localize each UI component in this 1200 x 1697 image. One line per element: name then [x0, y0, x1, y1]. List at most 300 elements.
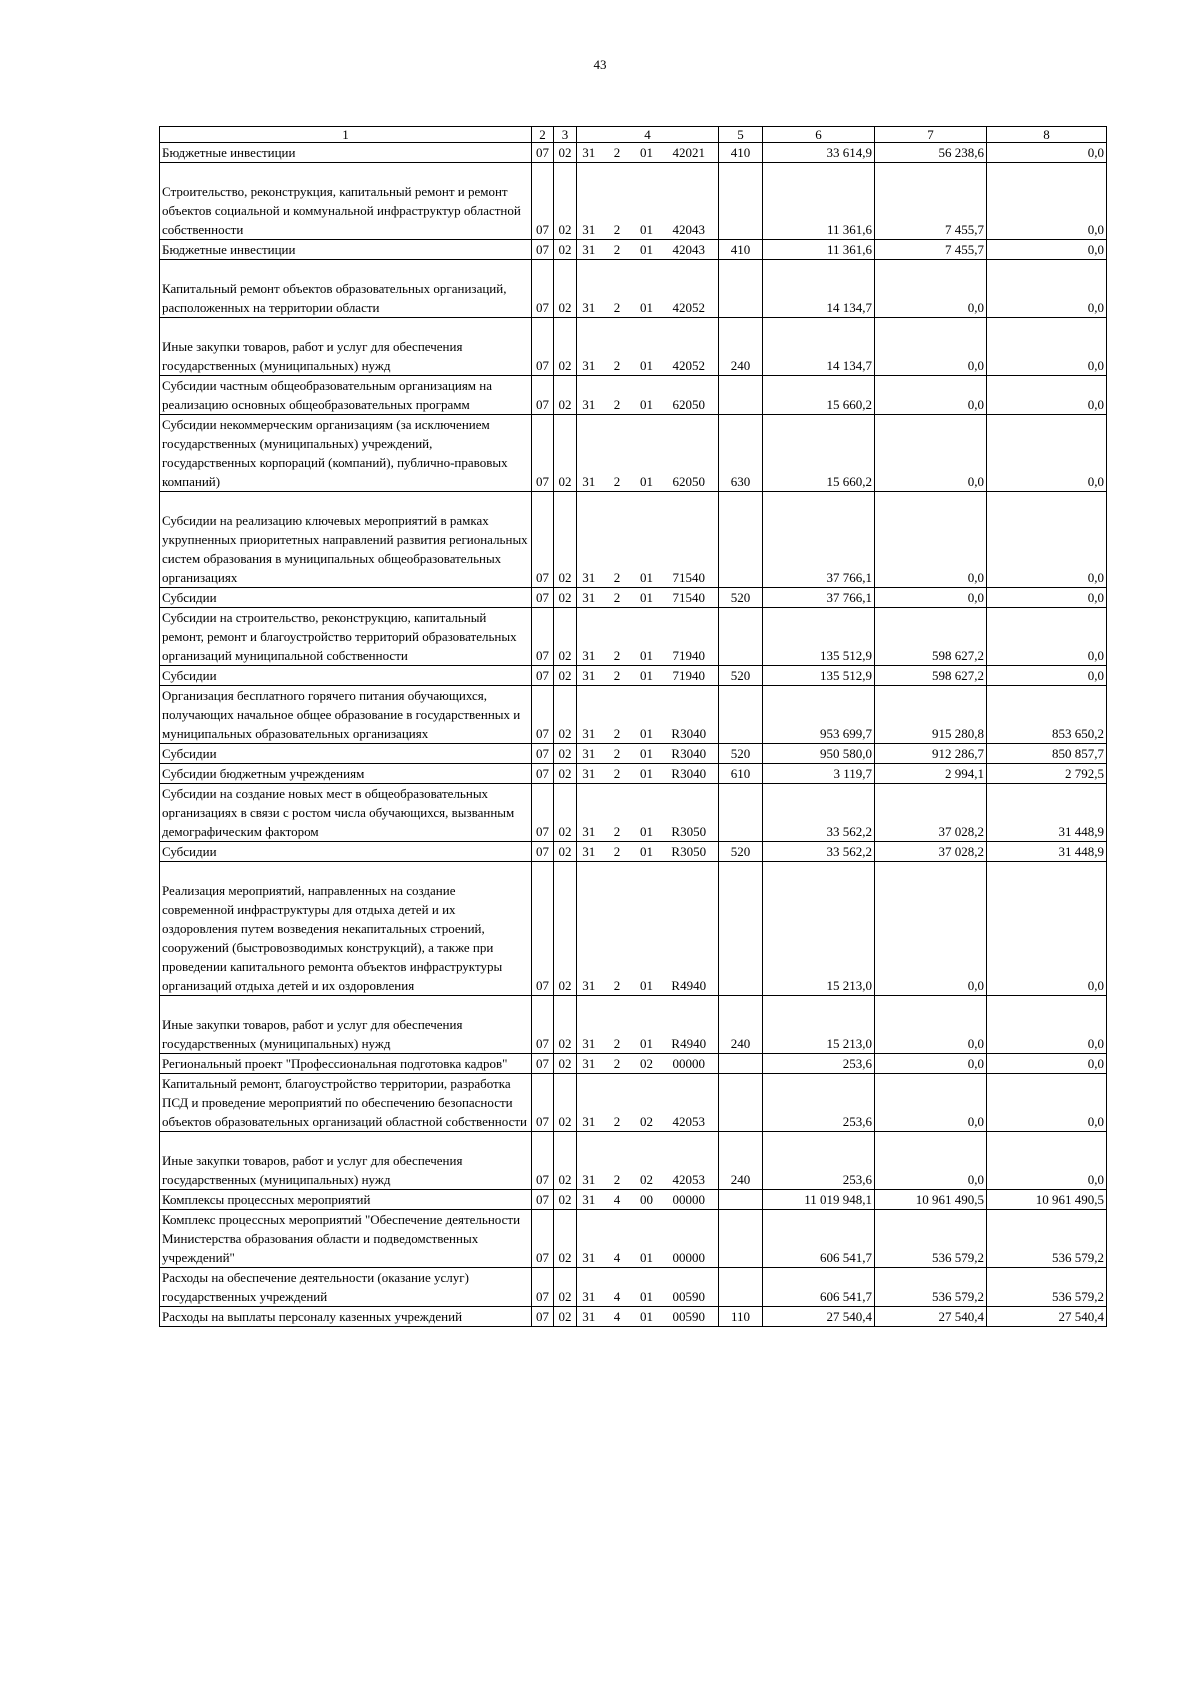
row-expense-type-code: [719, 686, 763, 744]
row-amount-col7: 598 627,2: [875, 608, 987, 666]
budget-table: [159, 126, 1107, 1327]
row-program-type-code: 2: [601, 415, 634, 492]
row-expense-type-code: [719, 784, 763, 842]
row-amount-col6: 253,6: [763, 1132, 875, 1190]
row-section-code: 07: [532, 415, 554, 492]
row-expense-type-code: [719, 260, 763, 318]
row-expense-type-code: [719, 862, 763, 996]
row-subsection-code: 02: [554, 143, 577, 163]
row-program-code: 31: [577, 784, 601, 842]
row-program-type-code: 4: [601, 1268, 634, 1307]
row-amount-col8: 2 792,5: [987, 764, 1107, 784]
row-direction-code: 00000: [660, 1190, 719, 1210]
row-program-code: 31: [577, 143, 601, 163]
row-subsection-code: 02: [554, 492, 577, 588]
row-direction-code: 71540: [660, 492, 719, 588]
table-row: [160, 163, 1107, 240]
row-program-code: 31: [577, 608, 601, 666]
row-structural-element-code: 01: [634, 764, 660, 784]
row-structural-element-code: 01: [634, 862, 660, 996]
row-section-code: 07: [532, 260, 554, 318]
row-direction-code: 62050: [660, 415, 719, 492]
row-amount-col7: 56 238,6: [875, 143, 987, 163]
row-direction-code: 42021: [660, 143, 719, 163]
row-subsection-code: 02: [554, 1210, 577, 1268]
table-row: [160, 996, 1107, 1054]
row-amount-col6: 37 766,1: [763, 588, 875, 608]
row-direction-code: 00590: [660, 1307, 719, 1327]
row-name: Субсидии на создание новых мест в общеобразовательных организациях в связи с ростом числа обучающихся, вызванным демографическим фактором: [160, 784, 532, 842]
row-structural-element-code: 01: [634, 240, 660, 260]
row-amount-col6: 953 699,7: [763, 686, 875, 744]
row-name: Реализация мероприятий, направленных на создание современной инфраструктуры для отдыха детей и их оздоровления путем возведения некапитальных строений, сооружений (быстровозводимых конструкций), а также при проведении капитального ремонта объектов инфраструктуры организаций отдыха детей и их оздоровления: [160, 862, 532, 996]
row-amount-col6: 606 541,7: [763, 1268, 875, 1307]
row-program-type-code: 2: [601, 143, 634, 163]
row-name: Субсидии: [160, 744, 532, 764]
table-row: [160, 1190, 1107, 1210]
row-amount-col6: 135 512,9: [763, 608, 875, 666]
row-program-code: 31: [577, 666, 601, 686]
row-subsection-code: 02: [554, 1307, 577, 1327]
row-amount-col8: 0,0: [987, 318, 1107, 376]
row-subsection-code: 02: [554, 1132, 577, 1190]
table-row: [160, 1268, 1107, 1307]
row-program-type-code: 2: [601, 318, 634, 376]
table-row: [160, 1307, 1107, 1327]
row-section-code: 07: [532, 862, 554, 996]
row-name: Субсидии: [160, 588, 532, 608]
row-name: Расходы на выплаты персоналу казенных учреждений: [160, 1307, 532, 1327]
row-program-type-code: 2: [601, 784, 634, 842]
row-direction-code: 71540: [660, 588, 719, 608]
row-amount-col8: 0,0: [987, 163, 1107, 240]
row-program-type-code: 2: [601, 996, 634, 1054]
row-section-code: 07: [532, 1307, 554, 1327]
row-structural-element-code: 01: [634, 415, 660, 492]
row-expense-type-code: 520: [719, 842, 763, 862]
row-direction-code: 42053: [660, 1074, 719, 1132]
row-section-code: 07: [532, 686, 554, 744]
table-row: [160, 744, 1107, 764]
row-structural-element-code: 01: [634, 588, 660, 608]
row-program-type-code: 2: [601, 163, 634, 240]
page-number: 43: [593, 57, 607, 72]
row-amount-col8: 0,0: [987, 608, 1107, 666]
row-structural-element-code: 02: [634, 1074, 660, 1132]
row-structural-element-code: 01: [634, 1210, 660, 1268]
row-program-type-code: 2: [601, 376, 634, 415]
row-subsection-code: 02: [554, 686, 577, 744]
row-name: Комплексы процессных мероприятий: [160, 1190, 532, 1210]
row-subsection-code: 02: [554, 240, 577, 260]
row-name: Бюджетные инвестиции: [160, 143, 532, 163]
row-amount-col6: 135 512,9: [763, 666, 875, 686]
row-program-code: 31: [577, 1054, 601, 1074]
row-subsection-code: 02: [554, 415, 577, 492]
row-section-code: 07: [532, 784, 554, 842]
row-structural-element-code: 01: [634, 842, 660, 862]
row-amount-col7: 0,0: [875, 260, 987, 318]
row-structural-element-code: 01: [634, 260, 660, 318]
row-subsection-code: 02: [554, 608, 577, 666]
row-program-code: 31: [577, 376, 601, 415]
header-col-3: 3: [554, 127, 577, 143]
row-expense-type-code: [719, 1268, 763, 1307]
row-direction-code: 71940: [660, 608, 719, 666]
row-expense-type-code: [719, 1190, 763, 1210]
row-section-code: 07: [532, 240, 554, 260]
row-structural-element-code: 01: [634, 1307, 660, 1327]
row-program-code: 31: [577, 1132, 601, 1190]
row-amount-col8: 0,0: [987, 143, 1107, 163]
row-program-type-code: 2: [601, 492, 634, 588]
row-section-code: 07: [532, 1190, 554, 1210]
row-subsection-code: 02: [554, 1190, 577, 1210]
row-program-code: 31: [577, 588, 601, 608]
row-program-code: 31: [577, 492, 601, 588]
row-amount-col6: 3 119,7: [763, 764, 875, 784]
row-subsection-code: 02: [554, 842, 577, 862]
row-direction-code: R4940: [660, 996, 719, 1054]
row-expense-type-code: 630: [719, 415, 763, 492]
row-expense-type-code: 410: [719, 240, 763, 260]
row-amount-col8: 0,0: [987, 260, 1107, 318]
table-row: [160, 1054, 1107, 1074]
row-amount-col7: 0,0: [875, 318, 987, 376]
row-expense-type-code: 610: [719, 764, 763, 784]
row-program-code: 31: [577, 318, 601, 376]
row-amount-col8: 0,0: [987, 1054, 1107, 1074]
row-subsection-code: 02: [554, 744, 577, 764]
row-amount-col8: 0,0: [987, 376, 1107, 415]
row-subsection-code: 02: [554, 1054, 577, 1074]
row-name: Капитальный ремонт объектов образовательных организаций, расположенных на территории области: [160, 260, 532, 318]
row-name: Субсидии на реализацию ключевых мероприятий в рамках укрупненных приоритетных направлений развития региональных систем образования в муниципальных общеобразовательных организациях: [160, 492, 532, 588]
row-subsection-code: 02: [554, 588, 577, 608]
row-program-type-code: 2: [601, 744, 634, 764]
row-program-code: 31: [577, 1190, 601, 1210]
row-direction-code: 42052: [660, 318, 719, 376]
table-body: [160, 143, 1107, 1327]
row-expense-type-code: [719, 1074, 763, 1132]
row-program-code: 31: [577, 744, 601, 764]
row-direction-code: 71940: [660, 666, 719, 686]
header-col-5: 5: [719, 127, 763, 143]
row-amount-col7: 0,0: [875, 588, 987, 608]
row-amount-col6: 27 540,4: [763, 1307, 875, 1327]
row-amount-col6: 11 361,6: [763, 240, 875, 260]
row-direction-code: R3040: [660, 744, 719, 764]
table-row: [160, 318, 1107, 376]
row-program-type-code: 2: [601, 588, 634, 608]
row-direction-code: R3040: [660, 686, 719, 744]
row-section-code: 07: [532, 666, 554, 686]
row-direction-code: 42043: [660, 240, 719, 260]
row-expense-type-code: 240: [719, 996, 763, 1054]
row-section-code: 07: [532, 996, 554, 1054]
row-expense-type-code: [719, 492, 763, 588]
row-structural-element-code: 01: [634, 784, 660, 842]
row-structural-element-code: 02: [634, 1054, 660, 1074]
row-structural-element-code: 01: [634, 143, 660, 163]
row-name: Комплекс процессных мероприятий "Обеспечение деятельности Министерства образования области и подведомственных учреждений": [160, 1210, 532, 1268]
row-program-type-code: 2: [601, 260, 634, 318]
row-amount-col7: 536 579,2: [875, 1210, 987, 1268]
row-expense-type-code: [719, 1054, 763, 1074]
row-subsection-code: 02: [554, 862, 577, 996]
row-name: Организация бесплатного горячего питания обучающихся, получающих начальное общее образование в государственных и муниципальных образовательных организациях: [160, 686, 532, 744]
row-program-code: 31: [577, 862, 601, 996]
header-col-7: 7: [875, 127, 987, 143]
row-program-type-code: 4: [601, 1307, 634, 1327]
row-amount-col6: 14 134,7: [763, 260, 875, 318]
row-amount-col7: 0,0: [875, 492, 987, 588]
row-amount-col6: 15 213,0: [763, 862, 875, 996]
row-direction-code: 00590: [660, 1268, 719, 1307]
row-amount-col7: 7 455,7: [875, 163, 987, 240]
row-amount-col7: 0,0: [875, 1132, 987, 1190]
row-structural-element-code: 01: [634, 666, 660, 686]
row-section-code: 07: [532, 1268, 554, 1307]
row-amount-col8: 0,0: [987, 996, 1107, 1054]
row-program-type-code: 2: [601, 1132, 634, 1190]
header-col-6: 6: [763, 127, 875, 143]
row-direction-code: R3050: [660, 842, 719, 862]
row-name: Субсидии на строительство, реконструкцию, капитальный ремонт, ремонт и благоустройство территорий образовательных организаций муниципальной собственности: [160, 608, 532, 666]
row-section-code: 07: [532, 608, 554, 666]
row-amount-col6: 15 213,0: [763, 996, 875, 1054]
row-expense-type-code: 410: [719, 143, 763, 163]
row-program-code: 31: [577, 415, 601, 492]
row-section-code: 07: [532, 318, 554, 376]
row-amount-col7: 598 627,2: [875, 666, 987, 686]
row-amount-col6: 33 562,2: [763, 842, 875, 862]
row-amount-col8: 0,0: [987, 240, 1107, 260]
row-name: Субсидии частным общеобразовательным организациям на реализацию основных общеобразовательных программ: [160, 376, 532, 415]
row-program-type-code: 2: [601, 666, 634, 686]
row-program-type-code: 4: [601, 1210, 634, 1268]
table-row: [160, 415, 1107, 492]
row-section-code: 07: [532, 842, 554, 862]
row-subsection-code: 02: [554, 666, 577, 686]
row-amount-col8: 536 579,2: [987, 1210, 1107, 1268]
table-row: [160, 764, 1107, 784]
row-section-code: 07: [532, 376, 554, 415]
header-col-1: 1: [160, 127, 532, 143]
row-direction-code: 00000: [660, 1054, 719, 1074]
row-direction-code: R3040: [660, 764, 719, 784]
row-program-type-code: 2: [601, 608, 634, 666]
row-amount-col6: 606 541,7: [763, 1210, 875, 1268]
row-subsection-code: 02: [554, 163, 577, 240]
row-program-code: 31: [577, 260, 601, 318]
row-program-code: 31: [577, 1210, 601, 1268]
row-name: Строительство, реконструкция, капитальный ремонт и ремонт объектов социальной и коммунальной инфраструктур областной собственности: [160, 163, 532, 240]
row-program-type-code: 2: [601, 862, 634, 996]
row-subsection-code: 02: [554, 764, 577, 784]
table-row: [160, 1074, 1107, 1132]
row-direction-code: 42052: [660, 260, 719, 318]
row-amount-col8: 31 448,9: [987, 842, 1107, 862]
row-program-type-code: 2: [601, 1054, 634, 1074]
row-direction-code: R4940: [660, 862, 719, 996]
row-expense-type-code: [719, 163, 763, 240]
row-program-type-code: 2: [601, 842, 634, 862]
row-structural-element-code: 01: [634, 996, 660, 1054]
row-amount-col7: 37 028,2: [875, 784, 987, 842]
row-direction-code: R3050: [660, 784, 719, 842]
row-amount-col7: 2 994,1: [875, 764, 987, 784]
header-col-2: 2: [532, 127, 554, 143]
row-amount-col7: 0,0: [875, 862, 987, 996]
row-amount-col7: 912 286,7: [875, 744, 987, 764]
row-amount-col8: 0,0: [987, 415, 1107, 492]
row-amount-col6: 11 019 948,1: [763, 1190, 875, 1210]
row-section-code: 07: [532, 1074, 554, 1132]
row-name: Иные закупки товаров, работ и услуг для обеспечения государственных (муниципальных) нужд: [160, 1132, 532, 1190]
row-program-code: 31: [577, 1268, 601, 1307]
row-amount-col6: 11 361,6: [763, 163, 875, 240]
row-name: Иные закупки товаров, работ и услуг для обеспечения государственных (муниципальных) нужд: [160, 318, 532, 376]
row-amount-col7: 10 961 490,5: [875, 1190, 987, 1210]
row-amount-col7: 27 540,4: [875, 1307, 987, 1327]
header-col-4: 4: [577, 127, 719, 143]
row-amount-col7: 0,0: [875, 1074, 987, 1132]
row-program-type-code: 2: [601, 240, 634, 260]
row-program-code: 31: [577, 686, 601, 744]
row-amount-col6: 37 766,1: [763, 492, 875, 588]
row-name: Субсидии бюджетным учреждениям: [160, 764, 532, 784]
row-amount-col8: 0,0: [987, 1132, 1107, 1190]
table-row: [160, 1210, 1107, 1268]
row-program-code: 31: [577, 842, 601, 862]
row-expense-type-code: 520: [719, 588, 763, 608]
row-amount-col6: 33 614,9: [763, 143, 875, 163]
row-section-code: 07: [532, 492, 554, 588]
row-amount-col6: 15 660,2: [763, 376, 875, 415]
table-row: [160, 666, 1107, 686]
row-structural-element-code: 00: [634, 1190, 660, 1210]
header-row: [160, 127, 1107, 143]
row-name: Капитальный ремонт, благоустройство территории, разработка ПСД и проведение мероприятий по обеспечению безопасности объектов образовательных организаций областной собственности: [160, 1074, 532, 1132]
row-amount-col8: 10 961 490,5: [987, 1190, 1107, 1210]
row-amount-col7: 0,0: [875, 1054, 987, 1074]
row-program-code: 31: [577, 1074, 601, 1132]
row-amount-col6: 253,6: [763, 1074, 875, 1132]
row-structural-element-code: 01: [634, 686, 660, 744]
row-amount-col8: 27 540,4: [987, 1307, 1107, 1327]
row-amount-col8: 853 650,2: [987, 686, 1107, 744]
row-name: Субсидии некоммерческим организациям (за исключением государственных (муниципальных) учреждений, государственных корпораций (компаний), публично-правовых компаний): [160, 415, 532, 492]
row-expense-type-code: 520: [719, 744, 763, 764]
row-amount-col7: 37 028,2: [875, 842, 987, 862]
row-structural-element-code: 01: [634, 492, 660, 588]
header-col-8: 8: [987, 127, 1107, 143]
table-row: [160, 608, 1107, 666]
row-amount-col8: 31 448,9: [987, 784, 1107, 842]
row-program-code: 31: [577, 996, 601, 1054]
row-program-type-code: 2: [601, 764, 634, 784]
row-section-code: 07: [532, 1054, 554, 1074]
row-program-type-code: 4: [601, 1190, 634, 1210]
row-amount-col6: 14 134,7: [763, 318, 875, 376]
row-program-code: 31: [577, 163, 601, 240]
row-expense-type-code: [719, 376, 763, 415]
row-amount-col8: 0,0: [987, 666, 1107, 686]
row-amount-col8: 0,0: [987, 492, 1107, 588]
row-structural-element-code: 01: [634, 1268, 660, 1307]
row-program-code: 31: [577, 240, 601, 260]
row-expense-type-code: [719, 608, 763, 666]
row-amount-col8: 0,0: [987, 588, 1107, 608]
row-amount-col7: 915 280,8: [875, 686, 987, 744]
table-row: [160, 492, 1107, 588]
row-section-code: 07: [532, 588, 554, 608]
table-row: [160, 376, 1107, 415]
row-subsection-code: 02: [554, 1074, 577, 1132]
table-row: [160, 143, 1107, 163]
row-subsection-code: 02: [554, 318, 577, 376]
row-amount-col7: 0,0: [875, 376, 987, 415]
row-amount-col6: 950 580,0: [763, 744, 875, 764]
row-structural-element-code: 01: [634, 608, 660, 666]
table-row: [160, 842, 1107, 862]
row-program-code: 31: [577, 1307, 601, 1327]
row-amount-col8: 850 857,7: [987, 744, 1107, 764]
row-section-code: 07: [532, 163, 554, 240]
row-structural-element-code: 01: [634, 376, 660, 415]
table-row: [160, 260, 1107, 318]
row-direction-code: 42043: [660, 163, 719, 240]
row-name: Бюджетные инвестиции: [160, 240, 532, 260]
row-amount-col7: 536 579,2: [875, 1268, 987, 1307]
table-row: [160, 1132, 1107, 1190]
row-program-type-code: 2: [601, 686, 634, 744]
row-name: Расходы на обеспечение деятельности (оказание услуг) государственных учреждений: [160, 1268, 532, 1307]
row-subsection-code: 02: [554, 376, 577, 415]
table-row: [160, 686, 1107, 744]
row-subsection-code: 02: [554, 784, 577, 842]
row-structural-element-code: 01: [634, 318, 660, 376]
row-amount-col7: 0,0: [875, 996, 987, 1054]
row-structural-element-code: 02: [634, 1132, 660, 1190]
row-structural-element-code: 01: [634, 163, 660, 240]
row-amount-col7: 7 455,7: [875, 240, 987, 260]
row-section-code: 07: [532, 1210, 554, 1268]
row-section-code: 07: [532, 744, 554, 764]
table-row: [160, 240, 1107, 260]
row-section-code: 07: [532, 764, 554, 784]
table-row: [160, 862, 1107, 996]
row-amount-col7: 0,0: [875, 415, 987, 492]
row-section-code: 07: [532, 143, 554, 163]
row-expense-type-code: [719, 1210, 763, 1268]
row-name: Субсидии: [160, 666, 532, 686]
row-expense-type-code: 240: [719, 1132, 763, 1190]
row-direction-code: 00000: [660, 1210, 719, 1268]
row-expense-type-code: 110: [719, 1307, 763, 1327]
row-subsection-code: 02: [554, 996, 577, 1054]
row-expense-type-code: 240: [719, 318, 763, 376]
row-name: Региональный проект "Профессиональная подготовка кадров": [160, 1054, 532, 1074]
row-amount-col6: 253,6: [763, 1054, 875, 1074]
row-amount-col8: 536 579,2: [987, 1268, 1107, 1307]
row-program-code: 31: [577, 764, 601, 784]
row-subsection-code: 02: [554, 1268, 577, 1307]
row-amount-col6: 33 562,2: [763, 784, 875, 842]
row-expense-type-code: 520: [719, 666, 763, 686]
table-row: [160, 588, 1107, 608]
